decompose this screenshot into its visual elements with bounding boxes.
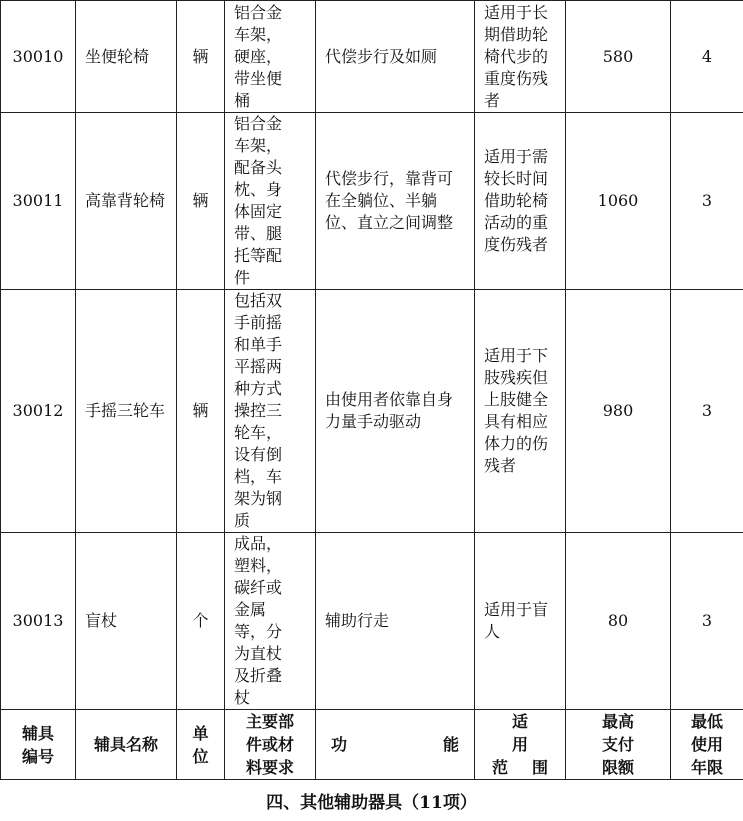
device-years: 4 <box>671 1 743 113</box>
table-row <box>1 113 743 290</box>
table-row <box>1 290 743 533</box>
device-function: 代偿步行及如厕 <box>316 1 475 113</box>
header-years-line: 年限 <box>690 758 723 777</box>
device-scope-line: 适用于需 <box>484 147 549 166</box>
device-scope-line: 体力的伤 <box>484 434 549 453</box>
device-material-line: 桶 <box>234 90 251 110</box>
device-scope-line: 人 <box>484 622 501 641</box>
device-material-line: 件 <box>234 268 251 287</box>
device-material <box>225 1 316 113</box>
header-unit-line: 位 <box>192 746 209 766</box>
header-scope-char: 范 <box>492 758 509 777</box>
device-material-line: 设有倒 <box>234 445 283 464</box>
device-code: 30012 <box>1 290 76 533</box>
device-material-line: 等，分 <box>234 622 283 641</box>
device-material-line: 档，车 <box>234 467 283 486</box>
device-price: 980 <box>566 290 671 533</box>
device-name: 盲杖 <box>76 533 177 710</box>
header-years-line: 最低 <box>690 712 723 731</box>
device-scope-line: 较长时间 <box>484 169 549 188</box>
device-name: 坐便轮椅 <box>76 1 177 113</box>
device-material <box>225 533 316 710</box>
device-material-line: 成品， <box>234 534 283 553</box>
header-scope <box>475 710 566 780</box>
device-material-line: 操控三 <box>234 401 283 420</box>
device-name: 手摇三轮车 <box>76 290 177 533</box>
device-material-line: 为直杖 <box>234 644 283 663</box>
device-scope-line: 重度伤残 <box>484 68 549 88</box>
header-price-line: 支付 <box>601 735 634 754</box>
device-unit: 辆 <box>177 1 225 113</box>
device-material-line: 平摇两 <box>234 357 283 376</box>
device-name: 高靠背轮椅 <box>76 113 177 290</box>
device-scope-line: 椅代步的 <box>484 46 549 66</box>
header-years <box>671 710 743 780</box>
header-function-char: 能 <box>442 735 459 754</box>
device-scope <box>475 533 566 710</box>
device-material-line: 种方式 <box>234 379 283 398</box>
device-scope-line: 适用于下 <box>484 346 549 365</box>
device-material-line: 配备头 <box>234 158 283 177</box>
header-scope-char: 用 <box>511 735 528 754</box>
device-scope-line: 适用于盲 <box>484 600 549 619</box>
device-scope <box>475 1 566 113</box>
device-years: 3 <box>671 290 743 533</box>
header-years-line: 使用 <box>690 735 723 754</box>
device-material-line: 铝合金 <box>234 2 283 22</box>
device-material-line: 车架， <box>234 136 283 155</box>
device-price: 580 <box>566 1 671 113</box>
device-unit: 辆 <box>177 113 225 290</box>
header-function-char: 功 <box>331 735 348 754</box>
device-material-line: 铝合金 <box>234 114 283 133</box>
device-scope-line: 上肢健全 <box>484 390 549 409</box>
device-material-line: 包括双 <box>234 291 283 310</box>
device-material-line: 和单手 <box>234 335 283 354</box>
header-price-line: 最高 <box>601 712 634 731</box>
device-scope-line: 活动的重 <box>484 213 549 232</box>
header-material-line: 主要部 <box>245 712 294 731</box>
header-price-line: 限额 <box>601 758 634 777</box>
device-material-line: 轮车， <box>234 423 283 442</box>
device-code: 30011 <box>1 113 76 290</box>
device-unit: 个 <box>177 533 225 710</box>
header-row <box>1 710 743 780</box>
device-material-line: 手前摇 <box>234 313 283 332</box>
device-material-line: 质 <box>234 511 251 530</box>
device-function: 辅助行走 <box>316 533 475 710</box>
header-material-line: 件或材 <box>245 735 294 754</box>
device-material-line: 带、腿 <box>234 224 283 243</box>
device-material-line: 枕、身 <box>234 180 283 199</box>
header-function <box>316 710 475 780</box>
device-scope-line: 者 <box>484 90 501 110</box>
device-scope-line: 期借助轮 <box>484 24 549 44</box>
device-price: 80 <box>566 533 671 710</box>
device-material-line: 金属 <box>234 600 267 619</box>
device-code: 30010 <box>1 1 76 113</box>
header-material <box>225 710 316 780</box>
header-material-line: 料要求 <box>245 758 294 777</box>
header-unit-line: 单 <box>192 723 209 743</box>
device-material-line: 碳纤或 <box>234 578 283 597</box>
device-scope-line: 具有相应 <box>484 412 549 431</box>
header-code <box>1 710 76 780</box>
section-title: 四、其他辅助器具（11项） <box>266 793 477 813</box>
device-material-line: 架为钢 <box>234 489 283 508</box>
device-material-line: 体固定 <box>234 202 283 221</box>
device-unit: 辆 <box>177 290 225 533</box>
device-scope-line: 借助轮椅 <box>484 191 549 210</box>
device-function: 代偿步行，靠背可在全躺位、半躺位、直立之间调整 <box>316 113 475 290</box>
device-material-line: 带坐便 <box>234 68 283 88</box>
header-scope-char: 适 <box>511 712 528 731</box>
device-material-line: 杖 <box>234 688 251 707</box>
device-price: 1060 <box>566 113 671 290</box>
device-years: 3 <box>671 533 743 710</box>
device-scope-line: 度伤残者 <box>484 235 549 254</box>
device-code: 30013 <box>1 533 76 710</box>
device-function: 由使用者依靠自身力量手动驱动 <box>316 290 475 533</box>
table-row <box>1 533 743 710</box>
device-scope <box>475 113 566 290</box>
device-material <box>225 290 316 533</box>
header-scope-char: 围 <box>531 758 548 777</box>
device-material-line: 硬座， <box>234 46 283 66</box>
header-code-line: 辅具 <box>21 723 54 743</box>
device-scope-line: 肢残疾但 <box>484 368 549 387</box>
device-material-line: 塑料， <box>234 556 283 575</box>
device-scope-line: 残者 <box>484 456 517 475</box>
device-material-line: 及折叠 <box>234 666 283 685</box>
header-price <box>566 710 671 780</box>
device-material-line: 车架， <box>234 24 283 44</box>
device-years: 3 <box>671 113 743 290</box>
device-scope-line: 适用于长 <box>484 2 549 22</box>
device-material-line: 托等配 <box>234 246 283 265</box>
header-code-line: 编号 <box>21 746 54 766</box>
header-name: 辅具名称 <box>76 710 177 780</box>
device-scope <box>475 290 566 533</box>
header-unit <box>177 710 225 780</box>
table-row <box>1 1 743 113</box>
device-material <box>225 113 316 290</box>
